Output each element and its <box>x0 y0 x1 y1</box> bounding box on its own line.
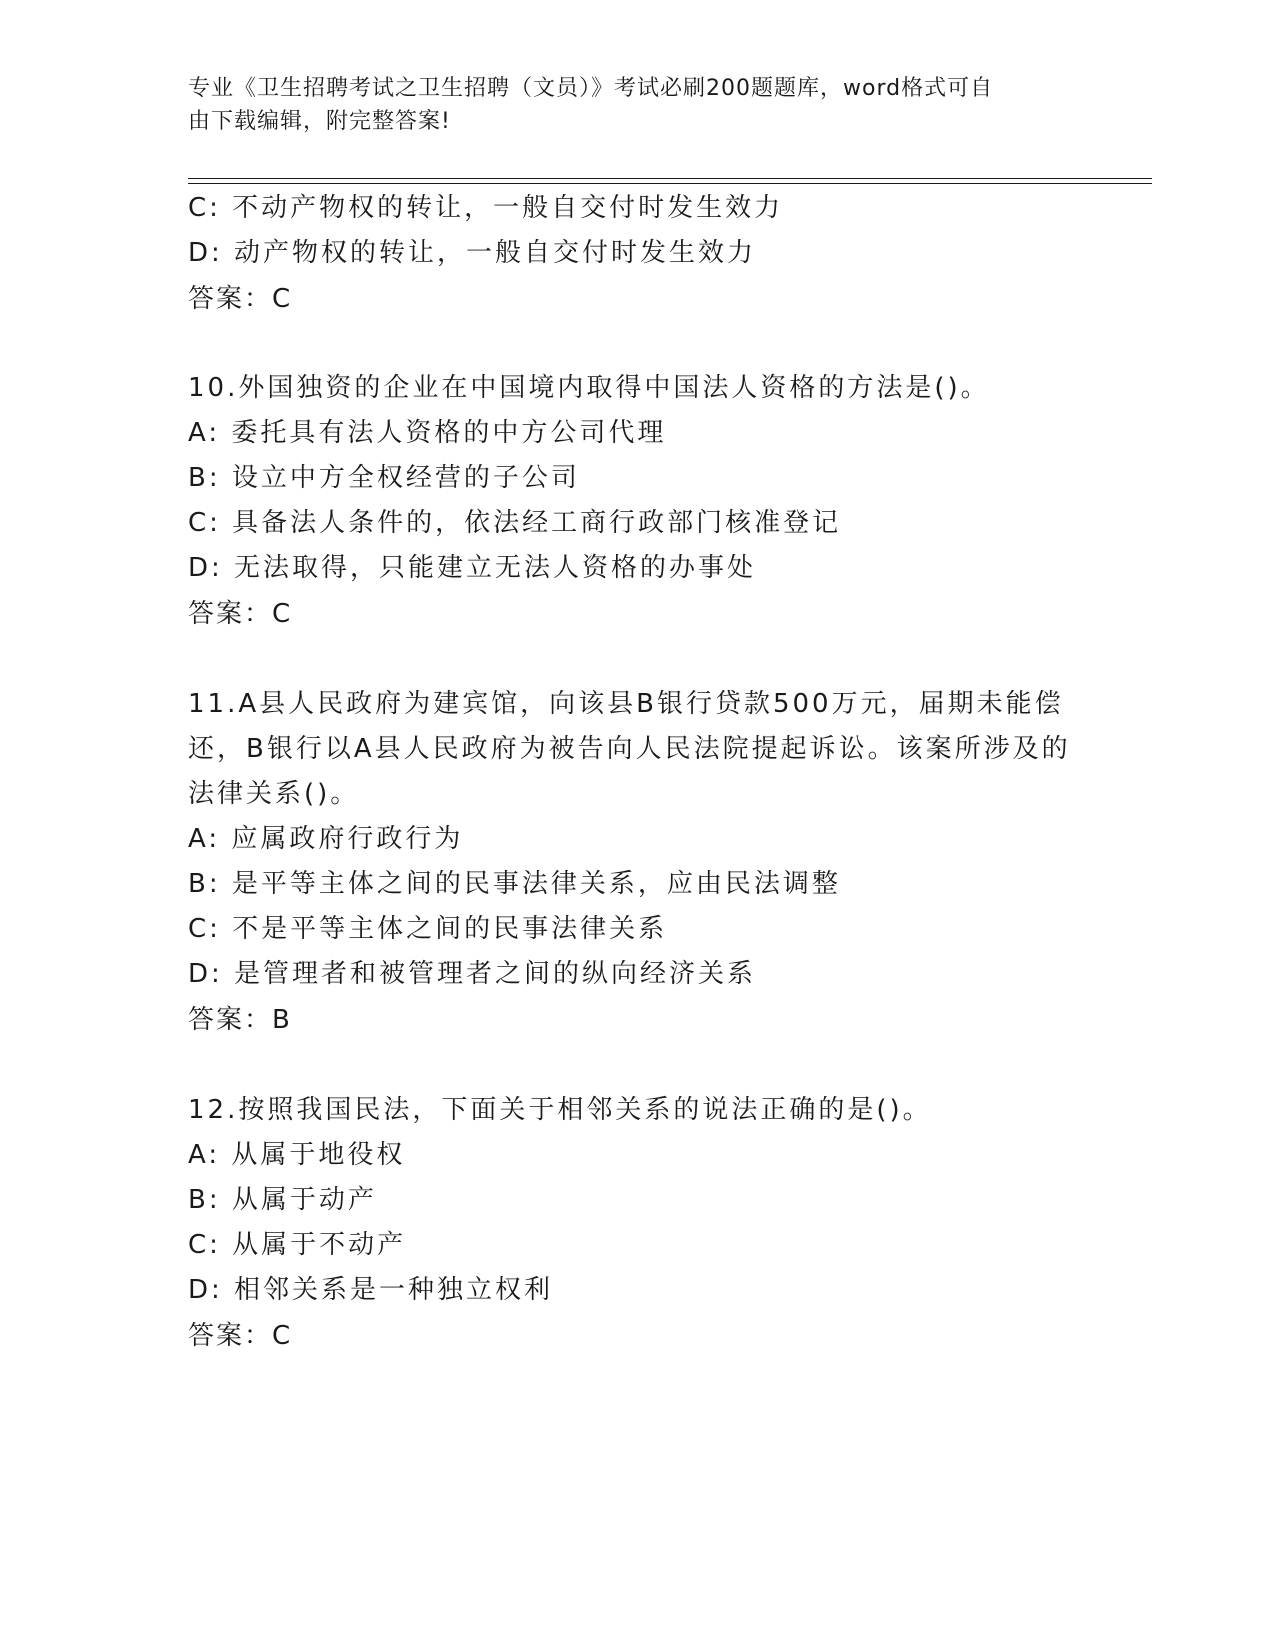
answer: 答案：C <box>188 599 293 629</box>
option-b: B: 是平等主体之间的民事法律关系，应由民法调整 <box>188 869 841 899</box>
option-c: C: 从属于不动产 <box>188 1230 407 1260</box>
answer: 答案：C <box>188 1321 293 1351</box>
option-c: C: 不动产物权的转让，一般自交付时发生效力 <box>188 193 784 223</box>
question-11-line-1: 11.A县人民政府为建宾馆，向该县B银行贷款500万元，届期未能偿 <box>188 689 1064 719</box>
question-11-line-2: 还，B银行以A县人民政府为被告向人民法院提起诉讼。该案所涉及的 <box>188 734 1071 764</box>
option-a: A: 委托具有法人资格的中方公司代理 <box>188 418 667 448</box>
option-d: D: 相邻关系是一种独立权利 <box>188 1275 554 1305</box>
option-d: D: 是管理者和被管理者之间的纵向经济关系 <box>188 959 757 989</box>
option-a: A: 应属政府行政行为 <box>188 824 464 854</box>
option-d: D: 动产物权的转让，一般自交付时发生效力 <box>188 238 757 268</box>
header-line-1: 专业《卫生招聘考试之卫生招聘（文员）》考试必刷200题题库，word格式可自 <box>188 76 994 101</box>
option-a: A: 从属于地役权 <box>188 1140 406 1170</box>
option-b: B: 从属于动产 <box>188 1185 377 1215</box>
answer: 答案：C <box>188 284 293 314</box>
question-12: 12.按照我国民法，下面关于相邻关系的说法正确的是()。 <box>188 1095 932 1125</box>
header-line-2: 由下载编辑，附完整答案! <box>188 109 451 134</box>
header-double-rule <box>188 178 1152 184</box>
option-c: C: 不是平等主体之间的民事法律关系 <box>188 914 668 944</box>
question-11-line-3: 法律关系()。 <box>188 779 360 809</box>
page-header <box>188 72 1088 138</box>
question-10: 10.外国独资的企业在中国境内取得中国法人资格的方法是()。 <box>188 373 990 403</box>
option-d: D: 无法取得，只能建立无法人资格的办事处 <box>188 553 757 583</box>
answer: 答案：B <box>188 1005 292 1035</box>
option-b: B: 设立中方全权经营的子公司 <box>188 463 580 493</box>
option-c: C: 具备法人条件的，依法经工商行政部门核准登记 <box>188 508 842 538</box>
